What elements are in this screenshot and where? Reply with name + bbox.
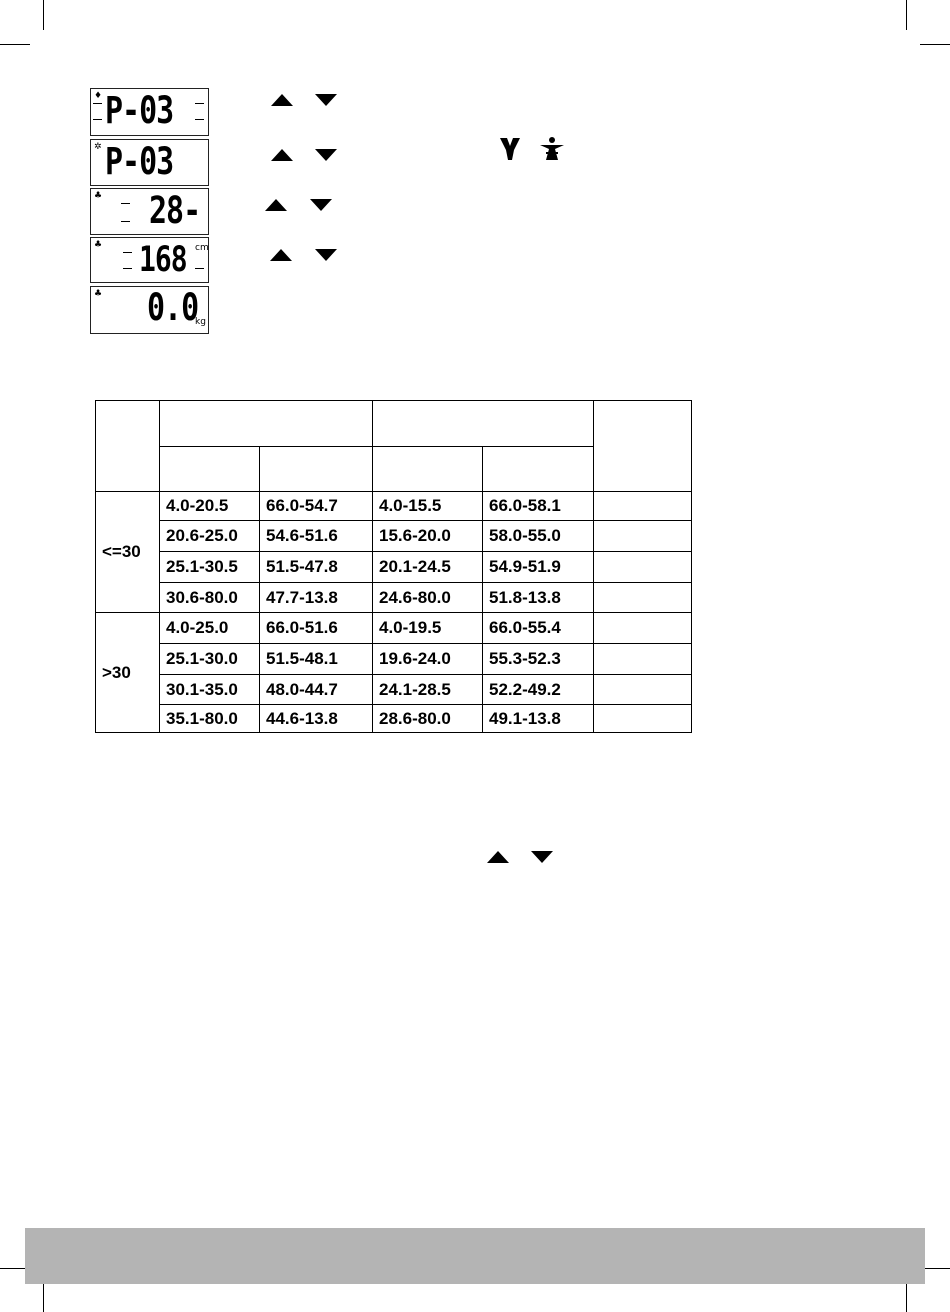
lcd-digits: 168 xyxy=(139,238,187,280)
crop-mark xyxy=(920,44,950,45)
table-cell: 35.1-80.0 xyxy=(160,705,260,733)
header-cell xyxy=(594,401,692,492)
blink-mark xyxy=(123,268,132,269)
lcd-indicator: ✲ xyxy=(94,142,102,152)
table-cell xyxy=(594,492,692,521)
table-cell: 54.6-51.6 xyxy=(260,521,373,552)
table-cell: 49.1-13.8 xyxy=(483,705,594,733)
female-figure-icon xyxy=(498,136,522,162)
age-group-label: <=30 xyxy=(96,492,160,613)
lcd-digits: P-03 xyxy=(105,140,174,184)
crop-mark xyxy=(906,0,907,30)
up-arrow-icon xyxy=(271,149,293,161)
down-arrow-icon xyxy=(531,851,553,863)
crop-mark xyxy=(43,0,44,30)
table-cell xyxy=(594,675,692,705)
header-cell xyxy=(160,447,260,492)
table-cell: 19.6-24.0 xyxy=(373,644,483,675)
table-cell: 51.8-13.8 xyxy=(483,583,594,613)
lcd-unit: kg xyxy=(195,317,206,327)
table-cell: 25.1-30.0 xyxy=(160,644,260,675)
lcd-unit: cm xyxy=(195,243,209,253)
header-cell xyxy=(373,401,594,447)
lcd-indicator: ♣ xyxy=(94,191,103,201)
lcd-indicator: ♦ xyxy=(94,91,103,101)
table-cell xyxy=(594,644,692,675)
table-cell: 52.2-49.2 xyxy=(483,675,594,705)
table-cell: 54.9-51.9 xyxy=(483,552,594,583)
table-cell xyxy=(594,613,692,644)
table-cell: 25.1-30.5 xyxy=(160,552,260,583)
blink-mark xyxy=(93,119,102,120)
up-arrow-icon xyxy=(265,199,287,211)
table-cell: 44.6-13.8 xyxy=(260,705,373,733)
table-cell: 66.0-58.1 xyxy=(483,492,594,521)
blink-mark xyxy=(121,203,130,204)
table-cell: 28.6-80.0 xyxy=(373,705,483,733)
table-cell: 66.0-51.6 xyxy=(260,613,373,644)
table-cell: 55.3-52.3 xyxy=(483,644,594,675)
lcd-screen-height xyxy=(90,237,209,283)
down-arrow-icon xyxy=(310,199,332,211)
table-cell: 24.6-80.0 xyxy=(373,583,483,613)
up-arrow-icon xyxy=(270,249,292,261)
table-cell: 4.0-19.5 xyxy=(373,613,483,644)
up-arrow-icon xyxy=(271,94,293,106)
age-group-label: >30 xyxy=(96,613,160,733)
lcd-indicator: ♣ xyxy=(94,240,103,250)
blink-mark xyxy=(93,103,102,104)
table-cell: 4.0-15.5 xyxy=(373,492,483,521)
table-cell: 51.5-47.8 xyxy=(260,552,373,583)
lcd-digits: P-03 xyxy=(105,89,174,133)
lcd-screen-age xyxy=(90,188,209,235)
header-cell xyxy=(96,401,160,492)
blink-mark xyxy=(195,103,204,104)
crop-mark xyxy=(906,1282,907,1312)
up-arrow-icon xyxy=(487,851,509,863)
table-cell: 30.1-35.0 xyxy=(160,675,260,705)
table-cell: 15.6-20.0 xyxy=(373,521,483,552)
header-cell xyxy=(483,447,594,492)
table-cell: 20.1-24.5 xyxy=(373,552,483,583)
lcd-screen-weight xyxy=(90,286,209,334)
table-cell xyxy=(594,521,692,552)
lcd-digits: 0.0 xyxy=(147,286,199,330)
crop-mark xyxy=(0,44,30,45)
table-cell: 48.0-44.7 xyxy=(260,675,373,705)
header-cell xyxy=(373,447,483,492)
crop-mark xyxy=(43,1282,44,1312)
blink-mark xyxy=(121,221,130,222)
header-cell xyxy=(260,447,373,492)
table-cell: 58.0-55.0 xyxy=(483,521,594,552)
male-figure-icon xyxy=(536,136,568,162)
blink-mark xyxy=(195,119,204,120)
footer-band xyxy=(25,1228,925,1284)
table-cell: 30.6-80.0 xyxy=(160,583,260,613)
down-arrow-icon xyxy=(315,94,337,106)
table-cell: 66.0-55.4 xyxy=(483,613,594,644)
blink-mark xyxy=(195,268,204,269)
header-cell xyxy=(160,401,373,447)
blink-mark xyxy=(123,252,132,253)
table-cell xyxy=(594,705,692,733)
table-cell xyxy=(594,552,692,583)
table-cell xyxy=(594,583,692,613)
table-cell: 20.6-25.0 xyxy=(160,521,260,552)
lcd-indicator: ♣ xyxy=(94,289,103,299)
lcd-screen-profile-gender xyxy=(90,139,209,186)
table-cell: 4.0-25.0 xyxy=(160,613,260,644)
down-arrow-icon xyxy=(315,249,337,261)
lcd-screen-profile xyxy=(90,88,209,136)
down-arrow-icon xyxy=(315,149,337,161)
lcd-digits: 28- xyxy=(149,189,201,233)
table-cell: 66.0-54.7 xyxy=(260,492,373,521)
table-cell: 51.5-48.1 xyxy=(260,644,373,675)
body-fat-table xyxy=(95,400,692,733)
table-cell: 47.7-13.8 xyxy=(260,583,373,613)
table-cell: 24.1-28.5 xyxy=(373,675,483,705)
table-cell: 4.0-20.5 xyxy=(160,492,260,521)
